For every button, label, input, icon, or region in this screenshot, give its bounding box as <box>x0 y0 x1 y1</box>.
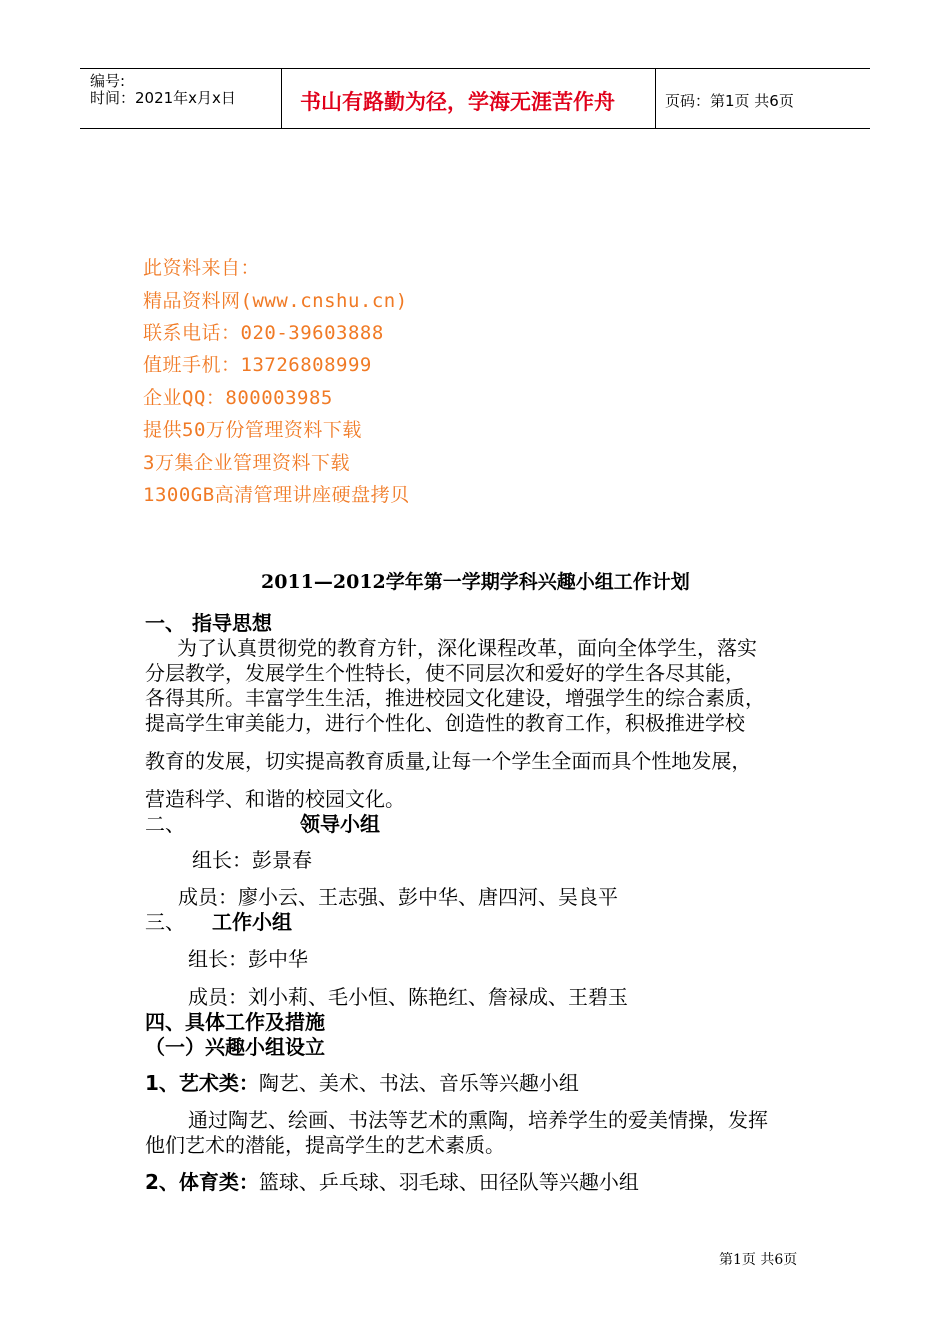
paragraph-line: 分层教学，发展学生个性特长，使不同层次和爱好的学生各尽其能， <box>145 661 745 685</box>
page-label: 页码：第1页 共6页 <box>665 92 794 110</box>
paragraph-line: 他们艺术的潜能，提高学生的艺术素质。 <box>145 1133 505 1157</box>
list-item <box>145 1172 639 1192</box>
source-line: 值班手机：13726808999 <box>143 354 372 376</box>
header-bottom-rule <box>80 128 870 129</box>
members-line: 成员：刘小莉、毛小恒、陈艳红、詹禄成、王碧玉 <box>188 985 628 1009</box>
source-line: 1300GB高清管理讲座硬盘拷贝 <box>143 484 410 506</box>
paragraph-line: 通过陶艺、绘画、书法等艺术的熏陶，培养学生的爱美情操，发挥 <box>188 1108 768 1132</box>
section-heading: 工作小组 <box>212 910 292 934</box>
paragraph-line: 提高学生审美能力，进行个性化、创造性的教育工作，积极推进学校 <box>145 711 745 735</box>
header-top-rule <box>80 68 870 69</box>
list-item-label: 1、艺术类： <box>145 1071 259 1095</box>
paragraph-line: 各得其所。丰富学生生活，推进校园文化建设，增强学生的综合素质， <box>145 686 765 710</box>
motto: 书山有路勤为径，学海无涯苦作舟 <box>300 90 615 114</box>
source-line: 精品资料网(www.cnshu.cn) <box>143 290 408 312</box>
document-title: 2011—2012学年第一学期学科兴趣小组工作计划 <box>261 571 690 593</box>
source-line: 3万集企业管理资料下载 <box>143 452 350 474</box>
section-number: 二、 <box>145 812 185 836</box>
paragraph-line: 营造科学、和谐的校园文化。 <box>145 787 405 811</box>
list-item-text: 篮球、乒乓球、羽毛球、田径队等兴趣小组 <box>258 1170 639 1194</box>
header-divider-right <box>655 68 656 129</box>
source-line: 此资料来自： <box>143 257 261 279</box>
members-line: 成员：廖小云、王志强、彭中华、唐四河、吴良平 <box>178 885 618 909</box>
date-label: 时间：2021年x月x日 <box>90 89 236 107</box>
section-number: 三、 <box>145 910 185 934</box>
section-heading: 领导小组 <box>300 812 380 836</box>
leader-line: 组长：彭景春 <box>192 848 312 872</box>
header-divider-left <box>281 68 282 129</box>
list-item-label: 2、体育类： <box>145 1170 259 1194</box>
paragraph-line: 教育的发展，切实提高教育质量,让每一个学生全面而具个性地发展， <box>145 749 752 773</box>
leader-line: 组长：彭中华 <box>188 947 308 971</box>
section-heading: 一、 指导思想 <box>145 611 272 635</box>
paragraph-line: 为了认真贯彻党的教育方针，深化课程改革，面向全体学生，落实 <box>177 636 757 660</box>
section-heading: 四、具体工作及措施 <box>145 1010 325 1034</box>
source-line: 提供50万份管理资料下载 <box>143 419 362 441</box>
list-item-text: 陶艺、美术、书法、音乐等兴趣小组 <box>258 1071 579 1095</box>
source-line: 联系电话：020-39603888 <box>143 322 384 344</box>
list-item <box>145 1073 579 1093</box>
subsection-heading: （一）兴趣小组设立 <box>145 1035 325 1059</box>
source-line: 企业QQ：800003985 <box>143 387 333 409</box>
serial-label: 编号: <box>90 72 126 90</box>
page-footer: 第1页 共6页 <box>719 1252 798 1268</box>
